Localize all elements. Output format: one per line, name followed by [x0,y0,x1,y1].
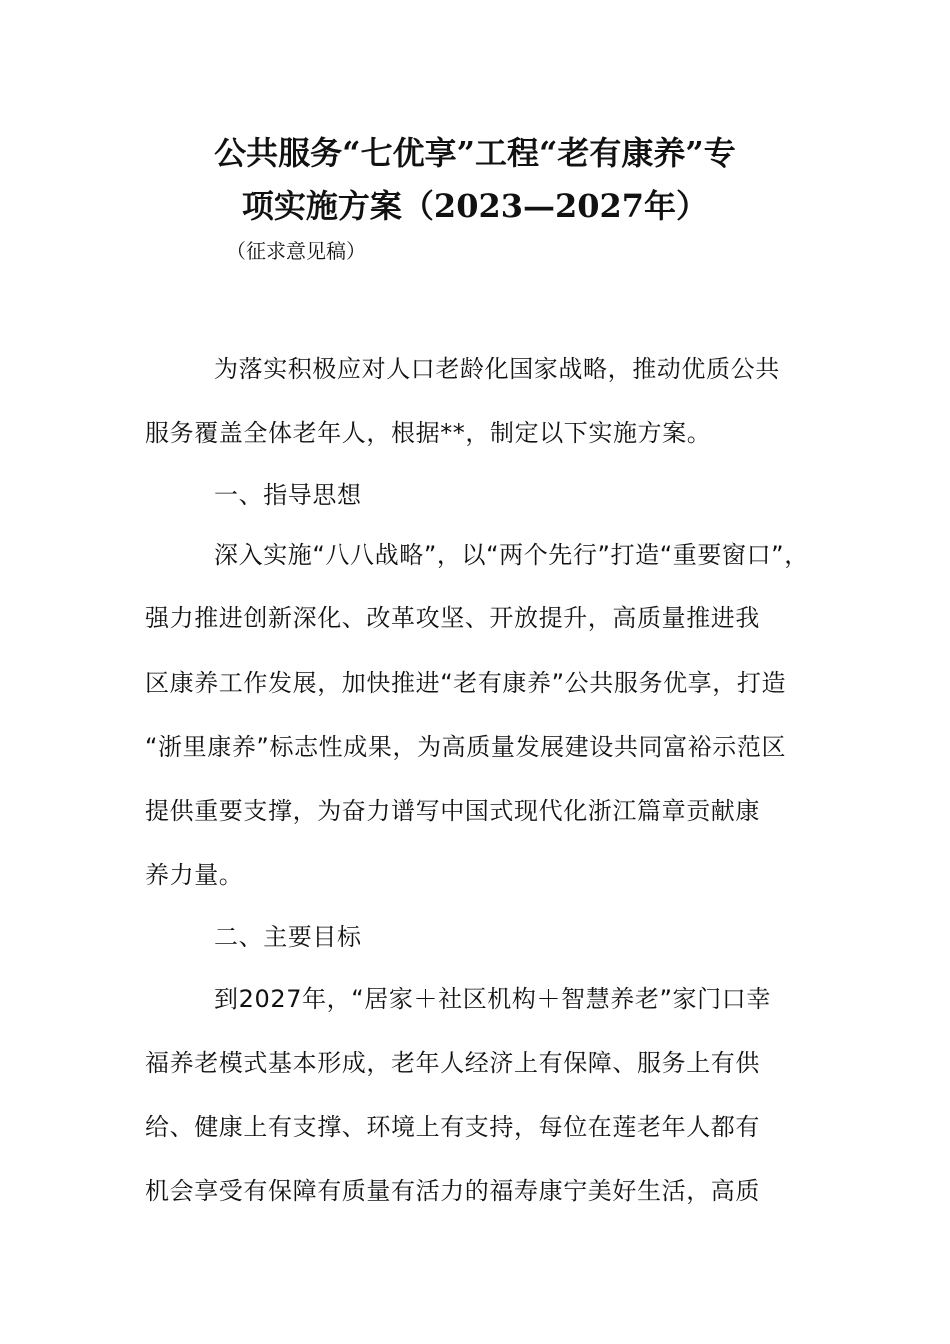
paragraph-guiding-line-5: 提供重要支撑，为奋力谱写中国式现代化浙江篇章贡献康 [145,797,760,825]
paragraph-goals-line-3: 给、健康上有支撑、环境上有支持，每位在莲老年人都有 [145,1113,760,1141]
paragraph-goals-line-4: 机会享受有保障有质量有活力的福寿康宁美好生活，高质 [145,1177,760,1205]
paragraph-guiding-line-2: 强力推进创新深化、改革攻坚、开放提升，高质量推进我 [145,604,760,632]
paragraph-guiding-line-6: 养力量。 [145,861,244,889]
paragraph-guiding-line-4: “浙里康养”标志性成果，为高质量发展建设共同富裕示范区 [145,733,787,761]
section-heading-guiding-ideology: 一、指导思想 [214,481,362,509]
paragraph-guiding-line-3: 区康养工作发展，加快推进“老有康养”公共服务优享，打造 [145,669,787,697]
document-subtitle: （征求意见稿） [226,239,366,263]
document-title-line-1: 公共服务“七优享”工程“老有康养”专 [214,134,736,172]
paragraph-goals-line-1: 到2027年，“居家＋社区机构＋智慧养老”家门口幸 [214,985,771,1013]
document-title-line-2: 项实施方案（2023—2027年） [241,187,709,225]
paragraph-guiding-line-1: 深入实施“八八战略”，以“两个先行”打造“重要窗口”， [214,541,809,569]
paragraph-intro-line-1: 为落实积极应对人口老龄化国家战略，推动优质公共 [214,355,780,383]
paragraph-intro-line-2: 服务覆盖全体老年人，根据**，制定以下实施方案。 [145,419,712,447]
section-heading-main-goals: 二、主要目标 [214,923,362,951]
paragraph-goals-line-2: 福养老模式基本形成，老年人经济上有保障、服务上有供 [145,1049,760,1077]
